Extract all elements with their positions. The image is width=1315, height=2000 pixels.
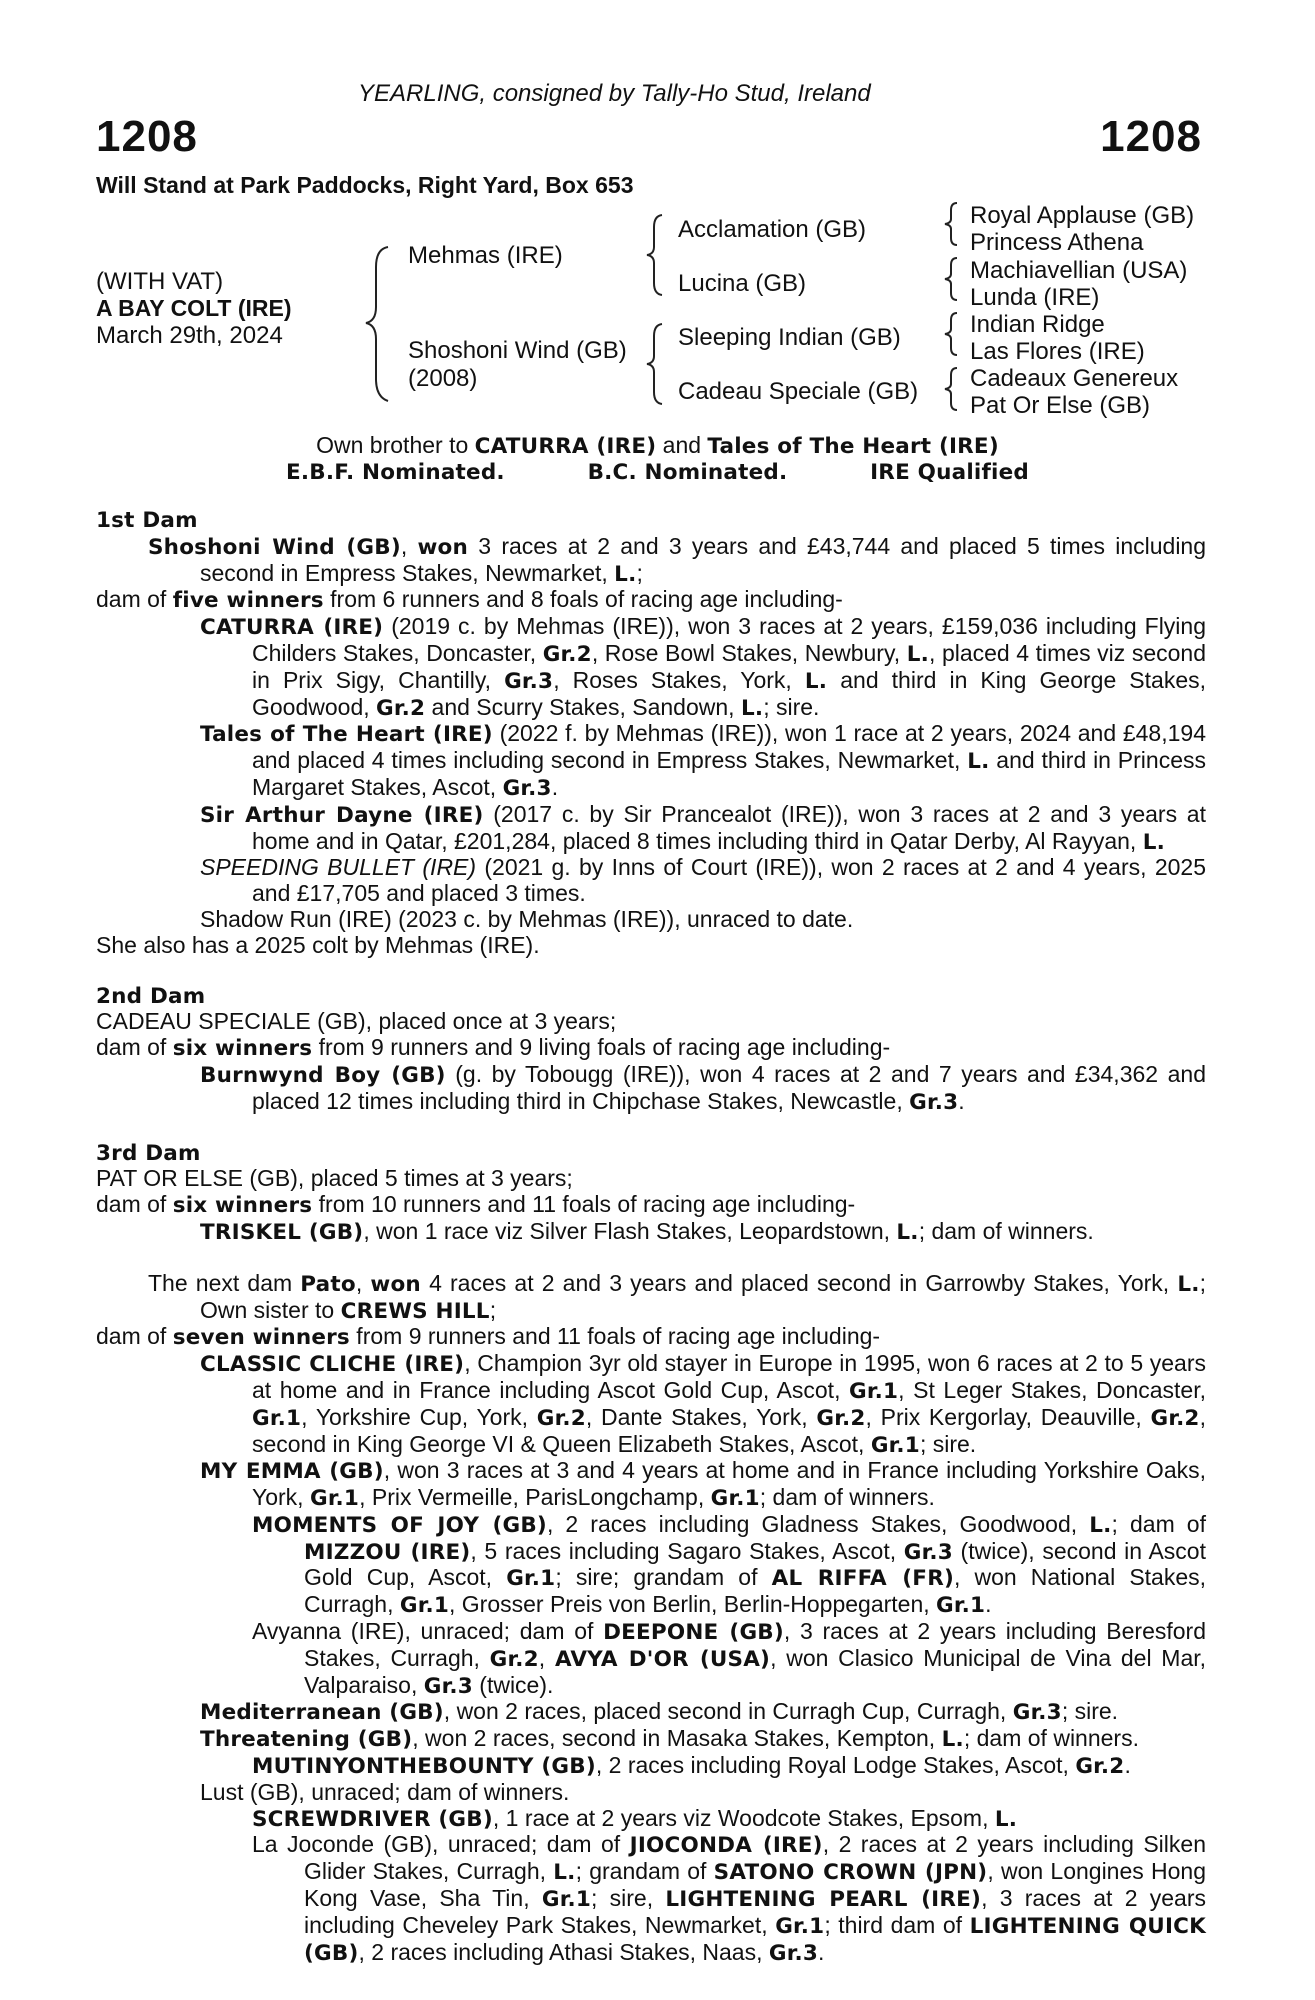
pedigree-sire-dam: Lucina (GB): [678, 270, 807, 297]
produce-shadow-run: Shadow Run (IRE) (2023 c. by Mehmas (IRE)), unraced to date.: [200, 905, 854, 932]
produce-moments-of-joy: MOMENTS OF JOY (GB), 2 races including Gladness Stakes, Goodwood, L.; dam of MIZZOU (IRE), 5 races including Sagaro Stakes, Ascot, Gr.3 (twice), second in Ascot Gold Cup, Ascot, Gr.1; sire; grandam of AL RIFFA (FR), won National Stakes, Curragh, Gr.1, Grosser Preis von Berlin, Berlin-Hoppegarten, Gr.1.: [252, 1510, 1207, 1619]
pedigree-sire: Mehmas (IRE): [408, 242, 563, 269]
bc-nomination: B.C. Nominated.: [587, 460, 788, 485]
lot-number-left: 1208: [96, 112, 198, 161]
pedigree-brace-sd: [942, 256, 962, 302]
produce-my-emma: MY EMMA (GB), won 3 races at 3 and 4 years at home and in France including Yorkshire Oaks, York, Gr.1, Prix Vermeille, ParisLongchamp, Gr.1; dam of winners.: [200, 1457, 1207, 1512]
third-dam-record: PAT OR ELSE (GB), placed 5 times at 3 years;: [96, 1165, 573, 1192]
pedigree-dsd: Las Flores (IRE): [970, 338, 1145, 365]
pedigree-sdd: Lunda (IRE): [970, 284, 1100, 311]
first-dam-record: Shoshoni Wind (GB), won 3 races at 2 and 3 years and £43,744 and placed 5 times including second in Empress Stakes, Newmarket, L.;: [148, 532, 1207, 587]
catalogue-body: [96, 508, 1206, 1966]
pedigree-brace-sire: [644, 213, 668, 297]
foaling-date: March 29th, 2024: [96, 322, 283, 349]
produce-speeding-bullet: SPEEDING BULLET (IRE) (2021 g. by Inns of Court (IRE)), won 2 races at 2 and 4 years, 2025 and £17,705 and placed 3 times.: [200, 854, 1206, 907]
pedigree-dam-year: (2008): [408, 365, 478, 392]
second-dam-produce: dam of six winners from 9 runners and 9 living foals of racing age including-: [96, 1034, 891, 1062]
second-dam-heading: 2nd Dam: [96, 983, 206, 1009]
pedigree-dds: Cadeaux Genereux: [970, 365, 1179, 392]
produce-mediterranean: Mediterranean (GB), won 2 races, placed second in Curragh Cup, Curragh, Gr.3; sire.: [200, 1698, 1119, 1726]
pedigree-brace-ss: [942, 201, 962, 247]
produce-triskel: TRISKEL (GB), won 1 race viz Silver Flash Stakes, Leopardstown, L.; dam of winners.: [200, 1217, 1094, 1245]
produce-tales-of-the-heart: Tales of The Heart (IRE) (2022 f. by Mehmas (IRE)), won 1 race at 2 years, 2024 and £48,194 and placed 4 times including second in Empress Stakes, Newmarket, L. and third in Princess Margaret Stakes, Ascot, Gr.3.: [200, 720, 1206, 801]
third-dam-produce: dam of six winners from 10 runners and 11 foals of racing age including-: [96, 1191, 856, 1219]
pedigree-ddd: Pat Or Else (GB): [970, 392, 1151, 419]
stand-location: Will Stand at Park Paddocks, Right Yard, Box 653: [96, 172, 634, 198]
produce-caturra: CATURRA (IRE) (2019 c. by Mehmas (IRE)), won 3 races at 2 years, £159,036 including Flying Childers Stakes, Doncaster, Gr.2, Rose Bowl Stakes, Newbury, L., placed 4 times viz second in Prix Sigy, Chantilly, Gr.3, Roses Stakes, York, L. and third in King George Stakes, Goodwood, Gr.2 and Scurry Stakes, Sandown, L.; sire.: [200, 613, 1207, 721]
pedigree-brace-dam: [644, 322, 668, 406]
pedigree-ssd: Princess Athena: [970, 229, 1144, 256]
ire-qualified: IRE Qualified: [870, 460, 1029, 485]
next-dam-produce: dam of seven winners from 9 runners and 11 foals of racing age including-: [96, 1323, 881, 1351]
produce-burnwynd-boy: Burnwynd Boy (GB) (g. by Tobougg (IRE)), won 4 races at 2 and 7 years and £34,362 and placed 12 times including third in Chipchase Stakes, Newcastle, Gr.3.: [200, 1060, 1206, 1115]
produce-avyanna: Avyanna (IRE), unraced; dam of DEEPONE (GB), 3 races at 2 years including Beresford Stakes, Curragh, Gr.2, AVYA D'OR (USA), won Clasico Municipal de Vina del Mar, Valparaiso, Gr.3 (twice).: [252, 1618, 1207, 1699]
next-dam-record: The next dam Pato, won 4 races at 2 and 3 years and placed second in Garrowby Stakes, York, L.; Own sister to CREWS HILL;: [148, 1269, 1206, 1324]
produce-threatening: Threatening (GB), won 2 races, second in Masaka Stakes, Kempton, L.; dam of winners.: [200, 1725, 1139, 1753]
pedigree-sss: Royal Applause (GB): [970, 202, 1195, 229]
pedigree-brace-ds: [942, 311, 962, 357]
first-dam-produce: dam of five winners from 6 runners and 8 foals of racing age including-: [96, 586, 843, 614]
pedigree-dam-sire: Sleeping Indian (GB): [678, 324, 901, 351]
pedigree-dam: Shoshoni Wind (GB): [408, 337, 627, 364]
pedigree-dam-dam: Cadeau Speciale (GB): [678, 378, 919, 405]
ebf-nomination: E.B.F. Nominated.: [286, 460, 505, 485]
catalogue-subtitle: YEARLING, consigned by Tally-Ho Stud, Ireland: [358, 80, 871, 107]
first-dam-heading: 1st Dam: [96, 508, 198, 533]
third-dam-heading: 3rd Dam: [96, 1140, 201, 1166]
pedigree-sire-sire: Acclamation (GB): [678, 216, 867, 243]
pedigree-brace-dd: [942, 366, 962, 412]
pedigree-brace-main: [362, 245, 402, 405]
second-dam-record: CADEAU SPECIALE (GB), placed once at 3 years;: [96, 1008, 617, 1035]
produce-sir-arthur-dayne: Sir Arthur Dayne (IRE) (2017 c. by Sir Prancealot (IRE)), won 3 races at 2 and 3 years at home and in Qatar, £201,284, placed 8 times including third in Qatar Derby, Al Rayyan, L.: [200, 800, 1206, 855]
pedigree-sds: Machiavellian (USA): [970, 257, 1188, 284]
first-dam-note: She also has a 2025 colt by Mehmas (IRE).: [96, 931, 540, 958]
pedigree-dss: Indian Ridge: [970, 311, 1105, 338]
produce-lust: Lust (GB), unraced; dam of winners.: [200, 1778, 570, 1805]
produce-classic-cliche: CLASSIC CLICHE (IRE), Champion 3yr old stayer in Europe in 1995, won 6 races at 2 to 5 years at home and in France including Ascot Gold Cup, Ascot, Gr.1, St Leger Stakes, Doncaster, Gr.1, Yorkshire Cup, York, Gr.2, Dante Stakes, York, Gr.2, Prix Kergorlay, Deauville, Gr.2, second in King George VI & Queen Elizabeth Stakes, Ascot, Gr.1; sire.: [200, 1350, 1207, 1458]
horse-name: A BAY COLT (IRE): [96, 295, 292, 321]
produce-la-joconde: La Joconde (GB), unraced; dam of JIOCONDA (IRE), 2 races at 2 years including Silken Glider Stakes, Curragh, L.; grandam of SATONO CROWN (JPN), won Longines Hong Kong Vase, Sha Tin, Gr.1; sire, LIGHTENING PEARL (IRE), 3 races at 2 years including Cheveley Park Stakes, Newmarket, Gr.1; third dam of LIGHTENING QUICK (GB), 2 races including Athasi Stakes, Naas, Gr.3.: [252, 1831, 1207, 1966]
vat-note: (WITH VAT): [96, 268, 224, 295]
produce-mutinyonthebounty: MUTINYONTHEBOUNTY (GB), 2 races including Royal Lodge Stakes, Ascot, Gr.2.: [252, 1752, 1131, 1780]
lot-number-right: 1208: [1100, 112, 1202, 161]
produce-screwdriver: SCREWDRIVER (GB), 1 race at 2 years viz Woodcote Stakes, Epsom, L.: [252, 1804, 1018, 1832]
own-brother-note: Own brother to CATURRA (IRE) and Tales of The Heart (IRE): [316, 432, 999, 459]
nominations: [0, 458, 1315, 485]
